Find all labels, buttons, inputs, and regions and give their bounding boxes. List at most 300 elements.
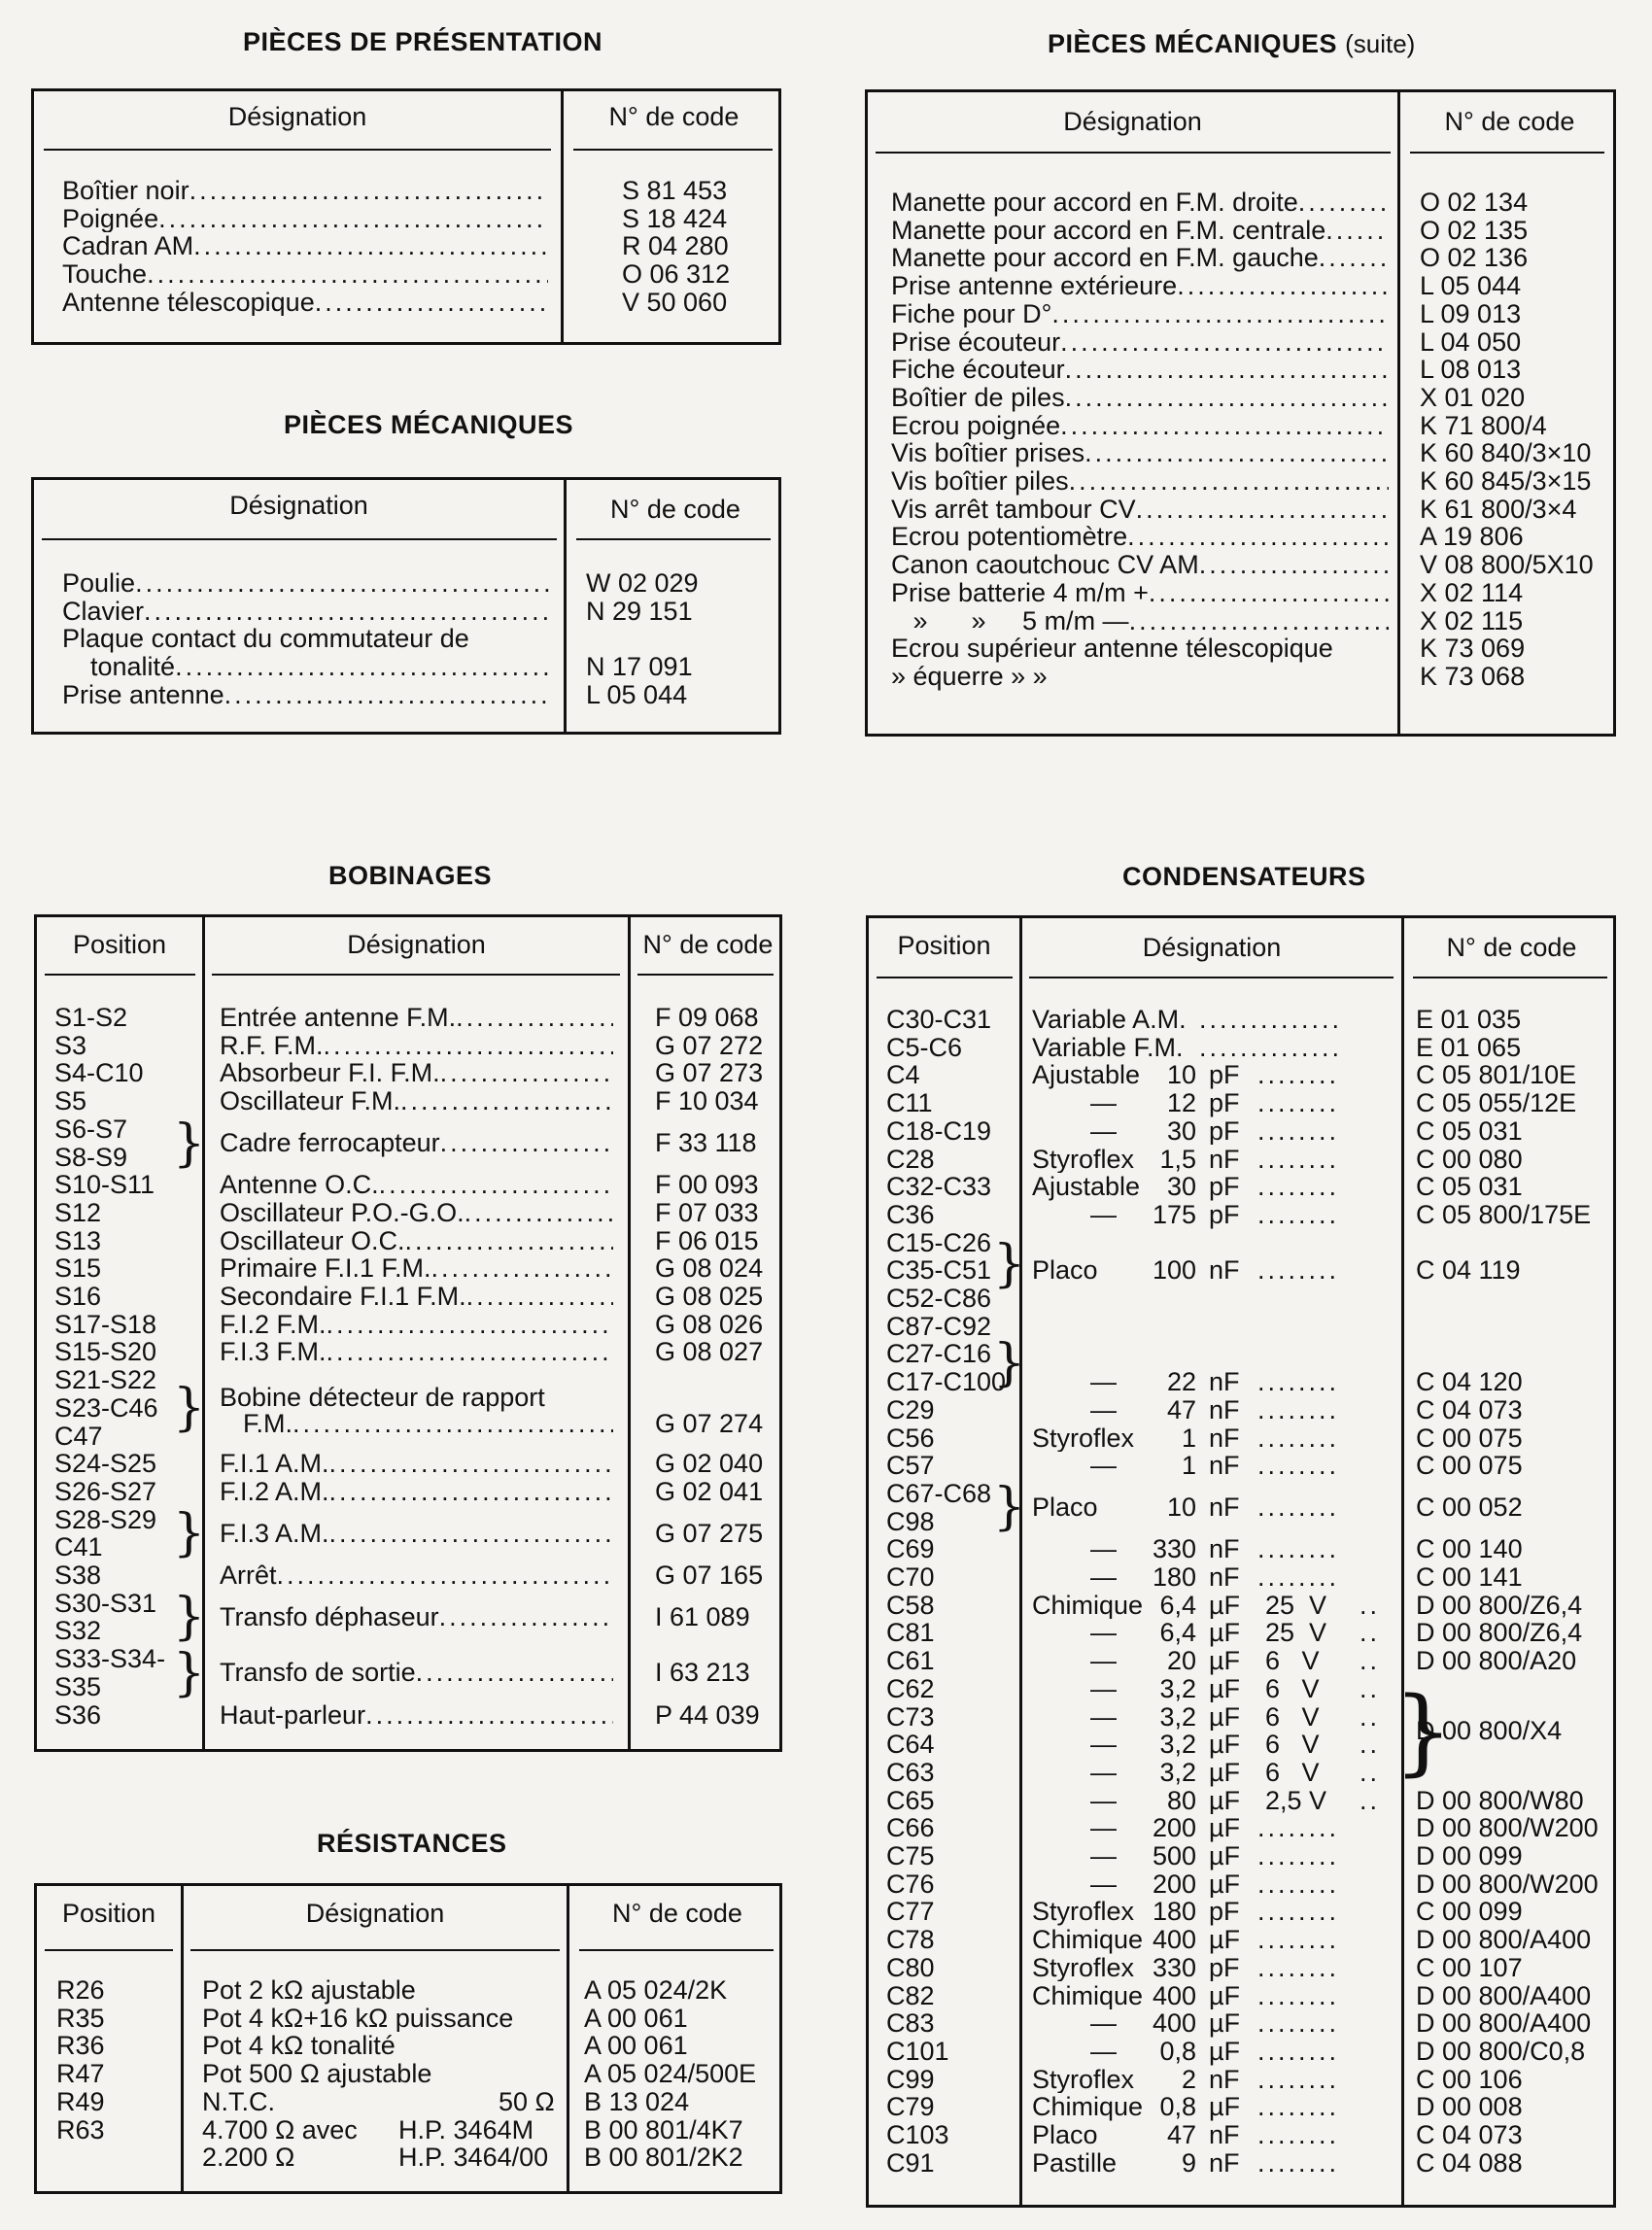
- dot-leader: ........: [1257, 1452, 1340, 1480]
- row-code: D 00 800/X4: [1416, 1716, 1563, 1745]
- row-code: L 09 013: [1420, 299, 1522, 328]
- row-designation: [891, 244, 1389, 272]
- dot-leader: [1149, 579, 1389, 607]
- row-position: R49: [56, 2087, 105, 2116]
- row-designation: » équerre » »: [891, 662, 1048, 691]
- row-position: C36: [886, 1200, 935, 1229]
- header-designation: Désignation: [1063, 107, 1202, 136]
- row-designation: [220, 1283, 613, 1311]
- row-designation: [220, 1199, 613, 1227]
- row-code: B 00 801/2K2: [584, 2144, 743, 2172]
- dot-leader: ........: [1257, 1563, 1340, 1592]
- row-position: S16: [54, 1283, 102, 1311]
- row-value: 100: [1152, 1256, 1196, 1285]
- row-code: X 02 115: [1420, 606, 1524, 635]
- row-code: K 60 840/3×10: [1420, 439, 1592, 467]
- row-code: D 00 800/A400: [1416, 1926, 1592, 1954]
- dot-leader: ..: [1359, 1731, 1381, 1759]
- dot-leader: ........: [1257, 1145, 1340, 1174]
- row-value: 1,5: [1159, 1145, 1196, 1174]
- row-type: —: [1090, 1647, 1117, 1675]
- row-unit: nF: [1209, 1368, 1240, 1396]
- dot-leader: [1136, 496, 1389, 524]
- row-type: Variable F.M.: [1032, 1033, 1184, 1062]
- brace-icon: }: [173, 1114, 206, 1173]
- row-position: R26: [56, 1976, 105, 2005]
- dot-leader: [1325, 217, 1389, 245]
- row-position: C27-C16: [886, 1340, 992, 1369]
- row-designation: [891, 328, 1389, 357]
- header-code: N° de code: [612, 1899, 742, 1928]
- dot-leader: [365, 1701, 613, 1730]
- row-code: O 02 135: [1420, 216, 1529, 245]
- row-designation: [62, 177, 548, 205]
- row-code: E 01 065: [1416, 1033, 1522, 1062]
- row-code: G 08 026: [655, 1310, 764, 1339]
- row-position: R35: [56, 2004, 105, 2033]
- row-value: 30: [1166, 1173, 1196, 1201]
- row-designation: [220, 1701, 613, 1730]
- row-unit: µF: [1209, 1674, 1241, 1703]
- dot-leader: ........: [1257, 1870, 1340, 1899]
- row-value: 3,2: [1159, 1758, 1196, 1787]
- row-designation: [891, 523, 1389, 551]
- row-code: A 05 024/500E: [584, 2060, 757, 2088]
- row-designation-text: F.I.3 A.M.: [220, 1519, 329, 1548]
- dot-leader: [405, 1227, 613, 1255]
- row-designation: [220, 1227, 613, 1255]
- row-code: D 00 800/W200: [1416, 1814, 1599, 1842]
- column-divider: [1019, 918, 1022, 2205]
- row-designation: N.T.C.: [202, 2087, 276, 2116]
- row-value: 47: [1166, 1395, 1196, 1424]
- row-code: C 05 031: [1416, 1173, 1523, 1201]
- row-designation: [220, 1254, 613, 1283]
- row-code: G 07 274: [655, 1410, 764, 1438]
- row-designation: [891, 551, 1389, 579]
- dot-leader: ........: [1257, 1256, 1340, 1285]
- dot-leader: ........: [1257, 2148, 1340, 2178]
- dot-leader: ........: [1257, 1981, 1340, 2010]
- row-code: G 08 024: [655, 1254, 764, 1283]
- row-code: S 81 453: [622, 177, 728, 205]
- row-position: C62: [886, 1674, 935, 1703]
- dot-leader: ..: [1359, 1647, 1381, 1675]
- row-designation: [220, 1659, 613, 1687]
- row-position: S4-C10: [54, 1059, 144, 1088]
- row-position: C91: [886, 2148, 935, 2178]
- row-unit: pF: [1209, 1061, 1240, 1090]
- row-designation: [62, 569, 553, 598]
- row-designation-extra: H.P. 3464/00: [398, 2144, 549, 2172]
- row-unit: µF: [1209, 1647, 1241, 1675]
- row-code: O 06 312: [622, 260, 731, 289]
- row-designation: [220, 1171, 613, 1199]
- dot-leader: ........: [1257, 2093, 1340, 2121]
- row-position: S15-S20: [54, 1338, 157, 1367]
- dot-leader: [1060, 328, 1389, 357]
- dot-leader: [189, 177, 548, 205]
- row-code: D 00 800/A400: [1416, 2009, 1592, 2038]
- row-type: Styroflex: [1032, 1424, 1135, 1453]
- row-type: Ajustable: [1032, 1173, 1141, 1201]
- dot-leader: ........: [1257, 2009, 1340, 2038]
- row-code: C 04 119: [1416, 1256, 1521, 1285]
- row-code: C 05 055/12E: [1416, 1089, 1577, 1117]
- row-designation-extra: 50 Ω: [499, 2087, 555, 2116]
- mecaniques-suite-title: [1048, 29, 1415, 59]
- row-designation: [891, 217, 1389, 245]
- row-position: C73: [886, 1702, 935, 1732]
- row-code: C 00 106: [1416, 2065, 1523, 2094]
- row-designation-text: Vis boîtier prises: [891, 439, 1085, 467]
- row-position: C66: [886, 1814, 935, 1842]
- row-code: R 04 280: [622, 232, 729, 261]
- row-voltage: 25 V: [1265, 1591, 1327, 1620]
- row-value: 0,8: [1159, 2037, 1196, 2066]
- row-code: C 05 800/175E: [1416, 1200, 1592, 1229]
- dot-leader: ........: [1257, 1368, 1340, 1396]
- row-unit: nF: [1209, 2148, 1240, 2178]
- row-code: G 07 273: [655, 1059, 764, 1088]
- dot-leader: [327, 1338, 613, 1366]
- row-designation-text: Manette pour accord en F.M. droite: [891, 189, 1298, 217]
- dot-leader: ........: [1257, 1116, 1340, 1146]
- row-unit: nF: [1209, 1493, 1240, 1522]
- row-code: A 00 061: [584, 2004, 688, 2033]
- row-value: 6,4: [1159, 1619, 1196, 1648]
- row-value: 330: [1152, 1535, 1196, 1563]
- row-designation: [220, 1004, 613, 1032]
- row-code: K 60 845/3×15: [1420, 467, 1592, 496]
- row-type: —: [1090, 1535, 1117, 1563]
- row-designation-text: Prise antenne extérieure: [891, 272, 1178, 300]
- row-code: G 07 272: [655, 1031, 764, 1060]
- row-code: K 73 069: [1420, 635, 1526, 663]
- row-type: —: [1090, 1089, 1117, 1117]
- dot-leader: ..: [1359, 1758, 1381, 1787]
- row-code: G 07 275: [655, 1519, 764, 1548]
- row-type: Chimique: [1032, 2093, 1144, 2121]
- header-rule: [42, 538, 557, 540]
- row-designation-text: Antenne O.C.: [220, 1171, 379, 1199]
- dot-leader: [1084, 439, 1389, 467]
- header-designation: Désignation: [229, 491, 368, 520]
- row-designation-text: Haut-parleur: [220, 1700, 366, 1730]
- row-position: R47: [56, 2060, 105, 2088]
- row-code: D 00 099: [1416, 1842, 1523, 1870]
- row-type: Styroflex: [1032, 2065, 1135, 2094]
- row-code: X 02 114: [1420, 578, 1524, 607]
- resistances-title: RÉSISTANCES: [317, 1829, 507, 1858]
- row-designation: Ecrou supérieur antenne télescopique: [891, 635, 1333, 663]
- row-position: S32: [54, 1617, 102, 1646]
- row-designation: [891, 496, 1389, 524]
- row-position: C79: [886, 2093, 935, 2121]
- bobinages-table: [34, 914, 782, 1752]
- row-position: S6-S7: [54, 1115, 128, 1144]
- row-value: 400: [1152, 2009, 1196, 2038]
- row-code: P 44 039: [655, 1700, 760, 1730]
- row-designation: [220, 1520, 613, 1548]
- row-value: 20: [1166, 1647, 1196, 1675]
- row-position: C99: [886, 2065, 935, 2094]
- row-type: —: [1090, 2037, 1117, 2066]
- header-rule: [637, 974, 774, 976]
- dot-leader: ..: [1359, 1591, 1381, 1620]
- row-designation-text: Arrêt: [220, 1561, 277, 1590]
- mecaniques-title: PIÈCES MÉCANIQUES: [284, 410, 574, 439]
- row-code: D 00 800/W80: [1416, 1786, 1584, 1815]
- dot-leader: ........: [1257, 1953, 1340, 1982]
- header-code: N° de code: [642, 930, 774, 959]
- dot-leader: [1177, 272, 1389, 300]
- row-designation: [243, 1410, 613, 1438]
- row-code: N 29 151: [586, 597, 693, 626]
- row-designation: 4.700 Ω avec: [202, 2115, 358, 2144]
- row-value: 6,4: [1159, 1591, 1196, 1620]
- row-value: 1: [1181, 1424, 1196, 1453]
- row-designation: [62, 260, 548, 289]
- row-type: Ajustable: [1032, 1061, 1141, 1090]
- row-value: 3,2: [1159, 1702, 1196, 1732]
- row-code: E 01 035: [1416, 1006, 1522, 1034]
- row-code: D 00 800/A20: [1416, 1647, 1577, 1675]
- row-voltage: 6 V: [1265, 1674, 1320, 1703]
- header-rule: [1413, 977, 1607, 978]
- dot-leader: ........: [1257, 1814, 1340, 1842]
- row-position: S33-S34-: [54, 1645, 166, 1673]
- row-code: N 17 091: [586, 653, 693, 681]
- row-designation-text: Transfo de sortie: [220, 1659, 416, 1688]
- row-code: K 73 068: [1420, 662, 1526, 691]
- dot-leader: ........: [1257, 1926, 1340, 1954]
- brace-icon: }: [173, 1504, 206, 1563]
- row-code: F 06 015: [655, 1226, 759, 1255]
- row-code: X 01 020: [1420, 383, 1526, 412]
- row-position: C101: [886, 2037, 949, 2066]
- row-designation: [220, 1338, 613, 1366]
- row-position: C5-C6: [886, 1033, 963, 1062]
- row-unit: nF: [1209, 2121, 1240, 2149]
- dot-leader: ........: [1257, 2065, 1340, 2094]
- condensateurs-title: CONDENSATEURS: [1122, 862, 1366, 891]
- dot-leader: ........: [1257, 1089, 1340, 1117]
- row-designation-text: Prise antenne: [62, 680, 224, 709]
- row-position: S10-S11: [54, 1171, 155, 1199]
- row-code: C 04 088: [1416, 2148, 1523, 2178]
- row-position: S1-S2: [54, 1004, 128, 1032]
- row-designation-text: Canon caoutchouc CV AM: [891, 551, 1199, 579]
- row-position: C64: [886, 1731, 935, 1759]
- row-type: —: [1090, 1870, 1117, 1899]
- row-designation-text: Poignée: [62, 204, 159, 233]
- row-code: F 07 033: [655, 1198, 759, 1227]
- header-designation: Désignation: [305, 1899, 445, 1928]
- brace-icon: }: [173, 1379, 206, 1438]
- row-type: Chimique: [1032, 1981, 1144, 2010]
- row-type: —: [1090, 1702, 1117, 1732]
- dot-leader: [144, 598, 553, 626]
- row-designation: Pot 4 kΩ+16 kΩ puissance: [202, 2004, 514, 2033]
- row-position: S3: [54, 1031, 87, 1060]
- row-designation-text: Ecrou potentiomètre: [891, 523, 1128, 552]
- row-value: 180: [1152, 1563, 1196, 1592]
- row-unit: nF: [1209, 1424, 1240, 1453]
- row-designation: [891, 300, 1389, 328]
- row-code: D 00 800/Z6,4: [1416, 1591, 1583, 1620]
- row-code: C 00 140: [1416, 1535, 1523, 1563]
- row-unit: nF: [1209, 1563, 1240, 1592]
- row-type: Chimique: [1032, 1591, 1144, 1620]
- row-designation: Bobine détecteur de rapport: [220, 1384, 545, 1413]
- row-position: C63: [886, 1758, 935, 1787]
- row-designation: [90, 653, 553, 681]
- row-value: 400: [1152, 1926, 1196, 1954]
- dot-leader: [1065, 356, 1389, 384]
- header-designation: Désignation: [1142, 933, 1282, 962]
- dot-leader: ........: [1257, 1842, 1340, 1870]
- dot-leader: ..: [1359, 1702, 1381, 1732]
- header-position: Position: [72, 930, 167, 959]
- row-designation: [62, 205, 548, 233]
- row-designation-text: Cadran AM: [62, 232, 194, 261]
- header-rule: [1029, 977, 1394, 978]
- row-position: S21-S22: [54, 1366, 157, 1394]
- row-position: C67-C68: [886, 1479, 992, 1508]
- row-code: C 00 075: [1416, 1452, 1523, 1480]
- row-designation-text: Manette pour accord en F.M. gauche: [891, 244, 1319, 273]
- row-type: —: [1090, 1395, 1117, 1424]
- dot-leader: ........: [1257, 1898, 1340, 1927]
- row-designation-text: F.I.3 F.M.: [220, 1338, 327, 1367]
- row-code: L 05 044: [586, 680, 688, 709]
- row-position: S38: [54, 1561, 102, 1590]
- dot-leader: [1298, 189, 1389, 217]
- row-designation: [891, 412, 1389, 440]
- row-unit: pF: [1209, 1200, 1240, 1229]
- dot-leader: [224, 681, 553, 709]
- mecaniques-suite-title-text: PIÈCES MÉCANIQUES: [1048, 29, 1338, 58]
- row-position: S15: [54, 1254, 102, 1283]
- row-position: S35: [54, 1672, 102, 1701]
- row-designation: [220, 1129, 613, 1157]
- row-designation: [891, 384, 1389, 412]
- header-rule: [1410, 152, 1604, 154]
- row-position: S12: [54, 1198, 102, 1227]
- dot-leader: ..: [1359, 1786, 1381, 1815]
- row-type: Styroflex: [1032, 1953, 1135, 1982]
- row-value: 400: [1152, 1981, 1196, 2010]
- mecaniques-table: [31, 477, 781, 735]
- row-code: D 00 800/Z6,4: [1416, 1619, 1583, 1648]
- row-code: C 00 107: [1416, 1953, 1523, 1982]
- column-divider: [628, 917, 631, 1749]
- column-divider: [1401, 918, 1404, 2205]
- row-code: F 00 093: [655, 1171, 759, 1199]
- row-code: C 04 073: [1416, 2121, 1523, 2149]
- row-type: —: [1090, 2009, 1117, 2038]
- row-code: A 00 061: [584, 2032, 688, 2061]
- dot-leader: ........: [1257, 1061, 1340, 1090]
- dot-leader: [1069, 467, 1389, 496]
- row-type: —: [1090, 1674, 1117, 1703]
- row-type: —: [1090, 1731, 1117, 1759]
- row-code: C 05 801/10E: [1416, 1061, 1577, 1090]
- row-type: —: [1090, 1619, 1117, 1648]
- row-code: D 00 800/C0,8: [1416, 2037, 1586, 2066]
- row-voltage: 2,5 V: [1265, 1786, 1327, 1815]
- dot-leader: [324, 1032, 614, 1060]
- row-unit: µF: [1209, 1981, 1241, 2010]
- dot-leader: ........: [1257, 2037, 1340, 2066]
- row-designation-text: Manette pour accord en F.M. centrale: [891, 216, 1326, 245]
- row-position: C29: [886, 1395, 935, 1424]
- dot-leader: [1060, 412, 1389, 440]
- row-designation-text: Prise écouteur: [891, 327, 1061, 357]
- row-designation-text: Fiche écouteur: [891, 356, 1065, 384]
- row-type: Placo: [1032, 1256, 1098, 1285]
- row-designation-extra: H.P. 3464M: [398, 2115, 534, 2144]
- dot-leader: ........: [1257, 2121, 1340, 2149]
- row-designation: Plaque contact du commutateur de: [62, 625, 469, 654]
- row-position: C11: [886, 1089, 933, 1117]
- row-type: —: [1090, 1452, 1117, 1480]
- row-designation: 2.200 Ω: [202, 2144, 295, 2172]
- row-unit: µF: [1209, 1926, 1241, 1954]
- row-code: I 61 089: [655, 1603, 750, 1631]
- row-type: —: [1090, 1758, 1117, 1787]
- row-code: K 61 800/3×4: [1420, 495, 1577, 524]
- row-designation: [220, 1059, 613, 1087]
- dot-leader: [400, 1087, 613, 1115]
- dot-leader: [1127, 523, 1389, 551]
- row-unit: µF: [1209, 1814, 1241, 1842]
- row-voltage: 25 V: [1265, 1619, 1327, 1648]
- row-unit: µF: [1209, 2009, 1241, 2038]
- row-value: 10: [1166, 1061, 1196, 1090]
- dot-leader: ........: [1257, 1493, 1340, 1522]
- row-unit: µF: [1209, 2093, 1241, 2121]
- row-type: Variable A.M.: [1032, 1006, 1187, 1034]
- row-designation-text: Transfo déphaseur: [220, 1603, 439, 1631]
- row-voltage: 6 V: [1265, 1647, 1320, 1675]
- row-unit: pF: [1209, 1953, 1240, 1982]
- row-designation: [220, 1561, 613, 1590]
- row-code: C 05 031: [1416, 1116, 1523, 1146]
- row-position: C75: [886, 1842, 935, 1870]
- dot-leader: [329, 1520, 613, 1548]
- dot-leader: [175, 653, 553, 681]
- row-value: 47: [1166, 2121, 1196, 2149]
- row-designation-text: Oscillateur F.M.: [220, 1087, 401, 1115]
- header-code: N° de code: [608, 102, 740, 131]
- dot-leader: [147, 260, 548, 289]
- row-code: O 02 136: [1420, 244, 1529, 273]
- row-position: C82: [886, 1981, 935, 2010]
- dot-leader: [329, 1450, 613, 1478]
- header-rule: [573, 149, 773, 151]
- row-position: S36: [54, 1700, 102, 1730]
- row-unit: µF: [1209, 1591, 1241, 1620]
- row-designation-text: Secondaire F.I.1 F.M.: [220, 1283, 466, 1311]
- row-position: C41: [54, 1533, 103, 1561]
- row-position: C32-C33: [886, 1173, 992, 1201]
- row-type: —: [1090, 1814, 1117, 1842]
- row-designation-text: » » 5 m/m —: [891, 606, 1129, 635]
- row-value: 9: [1181, 2148, 1196, 2178]
- header-rule: [876, 152, 1391, 154]
